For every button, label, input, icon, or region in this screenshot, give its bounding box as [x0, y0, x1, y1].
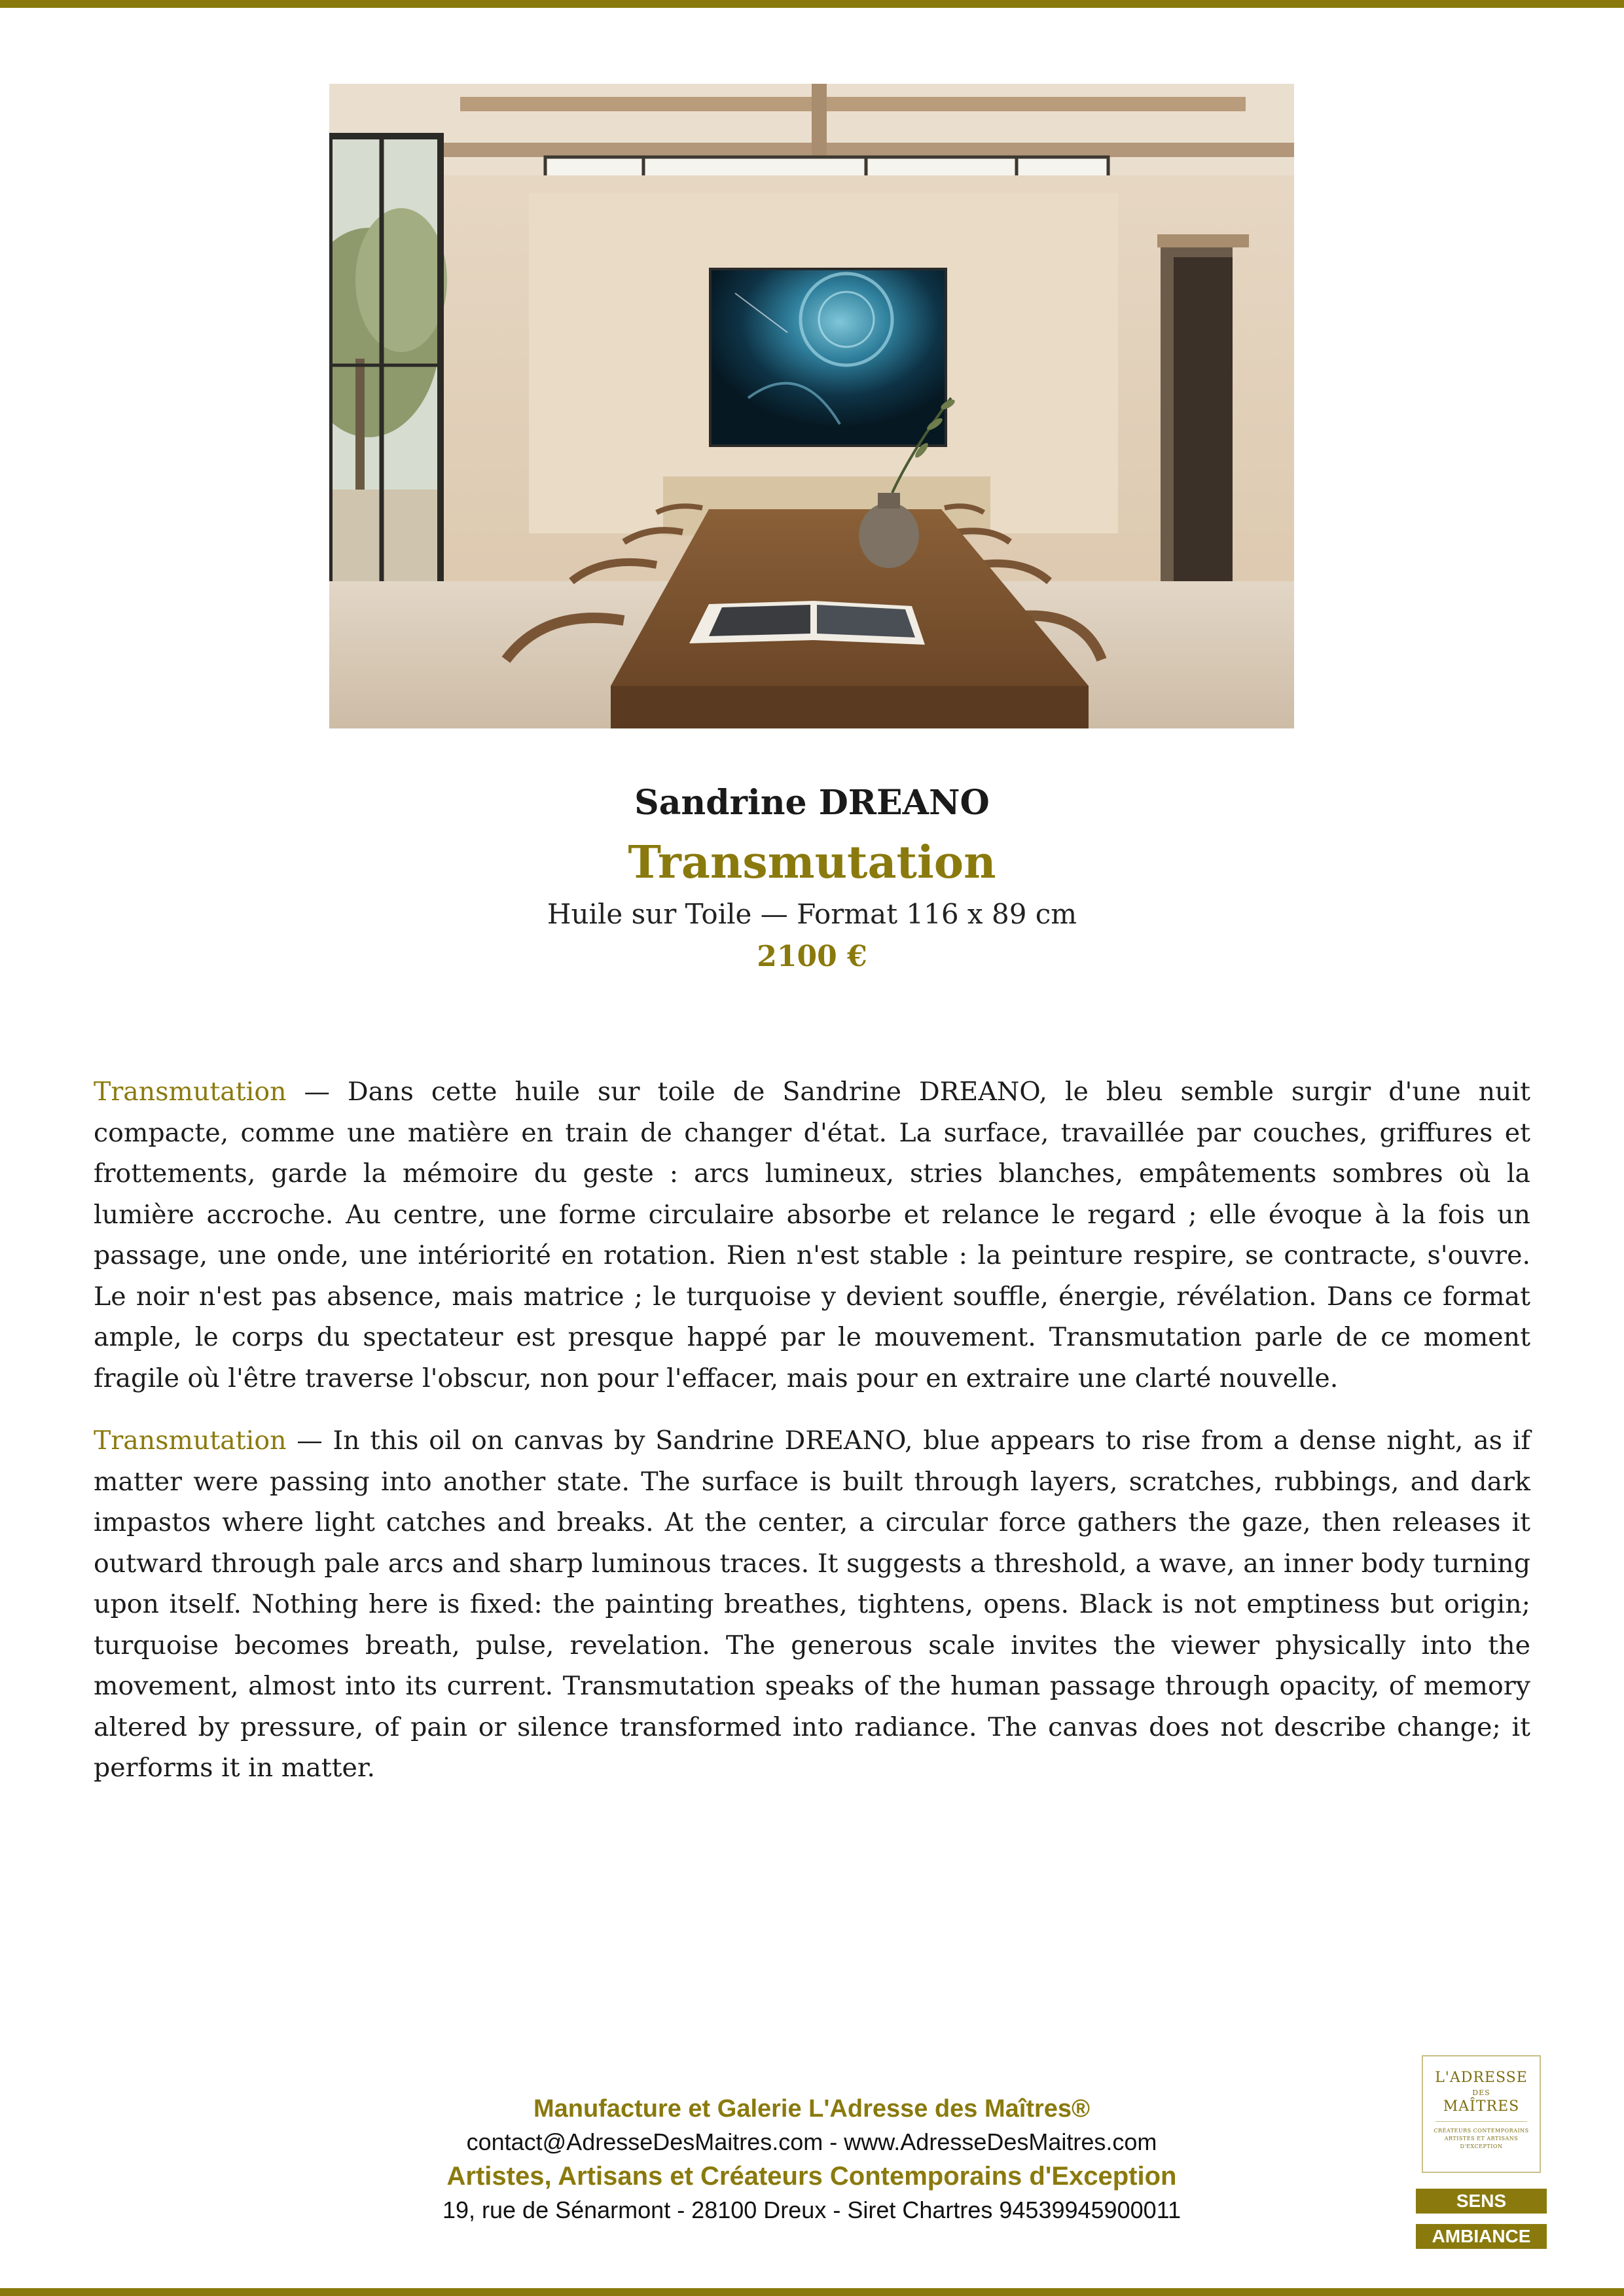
- footer-gallery-name: Manufacture et Galerie L'Adresse des Maîtres®: [533, 2095, 1091, 2123]
- artwork-medium: Huile sur Toile — Format 116 x 89 cm: [547, 898, 1077, 930]
- artwork-room-photo: [329, 84, 1294, 728]
- description-english: [94, 1420, 1530, 1789]
- footer: [249, 2092, 1375, 2227]
- top-rule: [0, 0, 1624, 8]
- bottom-rule: [0, 2288, 1624, 2296]
- logo-line-4: CRÉATEURS CONTEMPORAINS ARTISTES ET ARTISANS D'EXCEPTION: [1434, 2128, 1529, 2149]
- footer-address: 19, rue de Sénarmont - 28100 Dreux - Siret Chartres 94539945900011: [442, 2197, 1182, 2223]
- logo-line-3: MAÎTRES: [1443, 2098, 1520, 2115]
- artwork-title: Transmutation: [628, 836, 996, 889]
- description-french-lead: Transmutation: [94, 1077, 287, 1107]
- logo-divider: [1435, 2121, 1527, 2122]
- logo-line-2: DES: [1472, 2089, 1490, 2097]
- footer-tagline: Artistes, Artisans et Créateurs Contemporains d'Exception: [446, 2162, 1177, 2191]
- footer-contact[interactable]: contact@AdresseDesMaitres.com - www.AdresseDesMaitres.com: [466, 2128, 1157, 2155]
- description-french-body: — Dans cette huile sur toile de Sandrine DREANO, le bleu semble surgir d'une nuit compacte, comme une matière en train de changer d'état. La surface, travaillée par couches, griffures et frottements, garde la mémoire du geste : arcs lumineux, stries blanches, empâtements sombres où la lumière accroche. Au centre, une forme circulaire absorbe et relance le regard ; elle évoque à la fois un passage, une onde, une intériorité en rotation. Rien n'est stable : la peinture respire, se contracte, s'ouvre. Le noir n'est pas absence, mais matrice ; le turquoise y devient souffle, énergie, révélation. Dans ce format ample, le corps du spectateur est presque happé par le mouvement. Transmutation parle de ce moment fragile où l'être traverse l'obscur, non pour l'effacer, mais pour en extraire une clarté nouvelle.: [94, 1077, 1530, 1393]
- logo-line-1: L'ADRESSE: [1435, 2070, 1528, 2086]
- artwork-price: 2100 €: [757, 940, 867, 973]
- tag-ambiance: AMBIANCE: [1416, 2224, 1547, 2249]
- description-english-lead: Transmutation: [94, 1426, 287, 1456]
- gallery-logo: [1422, 2055, 1541, 2173]
- tag-sens: SENS: [1416, 2189, 1547, 2214]
- artist-name: Sandrine DREANO: [634, 783, 990, 823]
- description-french: [94, 1071, 1530, 1399]
- description-english-body: — In this oil on canvas by Sandrine DREANO, blue appears to rise from a dense night, as if matter were passing into another state. The surface is built through layers, scratches, rubbings, and dark impastos where light catches and breaks. At the center, a circular force gathers the gaze, then releases it outward through pale arcs and sharp luminous traces. It suggests a threshold, a wave, an inner body turning upon itself. Nothing here is fixed: the painting breathes, tightens, opens. Black is not emptiness but origin; turquoise becomes breath, pulse, revelation. The generous scale invites the viewer physically into the movement, almost into its current. Transmutation speaks of the human passage through opacity, of memory altered by pressure, of pain or silence transformed into radiance. The canvas does not describe change; it performs it in matter.: [94, 1426, 1530, 1783]
